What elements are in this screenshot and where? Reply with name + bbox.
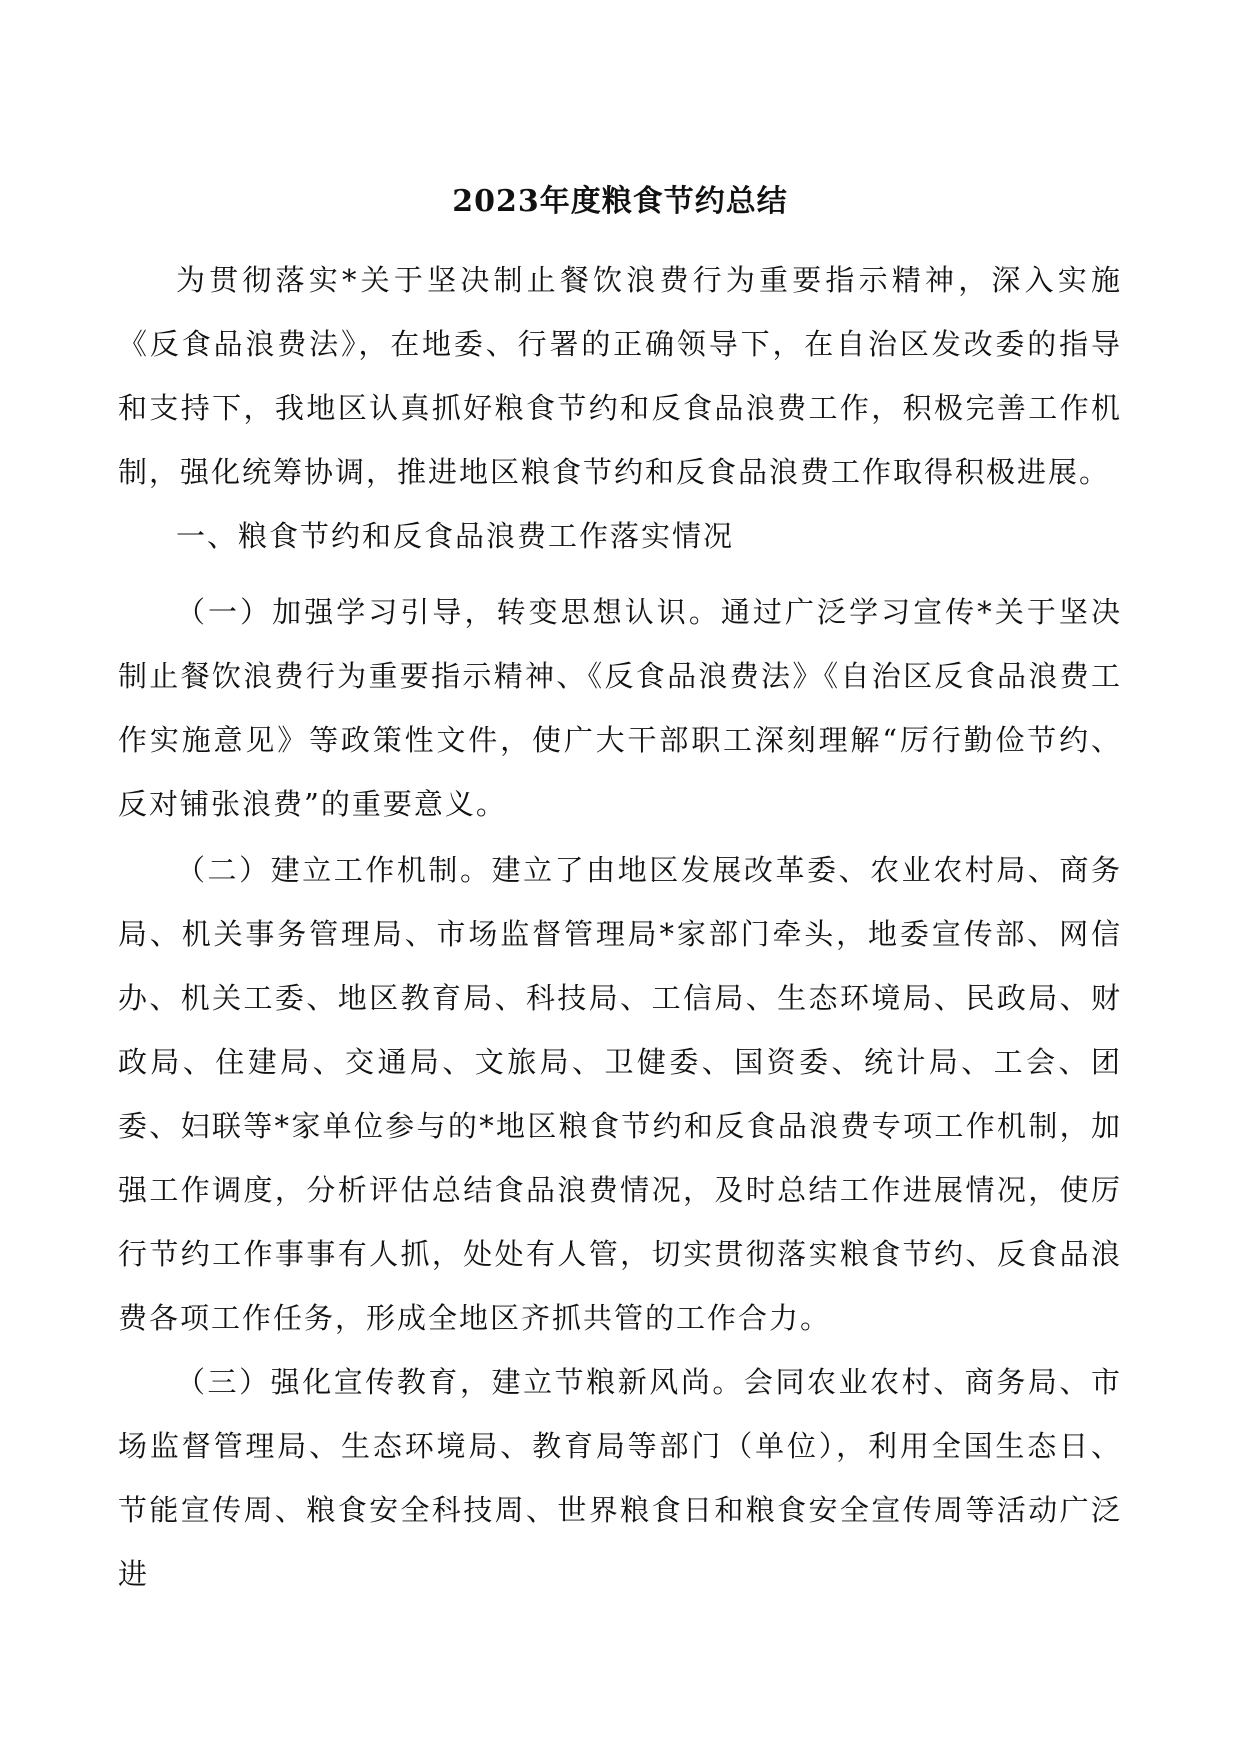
paragraph-item-1: （一）加强学习引导，转变思想认识。通过广泛学习宣传*关于坚决制止餐饮浪费行为重要指示精神、《反食品浪费法》《自治区反食品浪费工作实施意见》等政策性文件，使广大干部职工深刻理解“厉行勤俭节约、反对铺张浪费”的重要意义。 — [118, 595, 1122, 821]
paragraph-item-2: （二）建立工作机制。建立了由地区发展改革委、农业农村局、商务局、机关事务管理局、市场监督管理局*家部门牵头，地委宣传部、网信办、机关工委、地区教育局、科技局、工信局、生态环境局、民政局、财政局、住建局、交通局、文旅局、卫健委、国资委、统计局、工会、团委、妇联等*家单位参与的*地区粮食节约和反食品浪费专项工作机制，加强工作调度，分析评估总结食品浪费情况，及时总结工作进展情况，使厉行节约工作事事有人抓，处处有人管，切实贯彻落实粮食节约、反食品浪费各项工作任务，形成全地区齐抓共管的工作合力。 — [118, 853, 1122, 1335]
document-title: 2023年度粮食节约总结 — [452, 184, 788, 219]
paragraph-item-3: （三）强化宣传教育，建立节粮新风尚。会同农业农村、商务局、市场监督管理局、生态环境局、教育局等部门（单位），利用全国生态日、节能宣传周、粮食安全科技周、世界粮食日和粮食安全宣传周等活动广泛进 — [118, 1365, 1122, 1591]
intro-paragraph: 为贯彻落实*关于坚决制止餐饮浪费行为重要指示精神，深入实施《反食品浪费法》，在地委、行署的正确领导下，在自治区发改委的指导和支持下，我地区认真抓好粮食节约和反食品浪费工作，积极完善工作机制，强化统筹协调，推进地区粮食节约和反食品浪费工作取得积极进展。 — [118, 263, 1122, 489]
section-heading: 一、粮食节约和反食品浪费工作落实情况 — [176, 519, 735, 553]
